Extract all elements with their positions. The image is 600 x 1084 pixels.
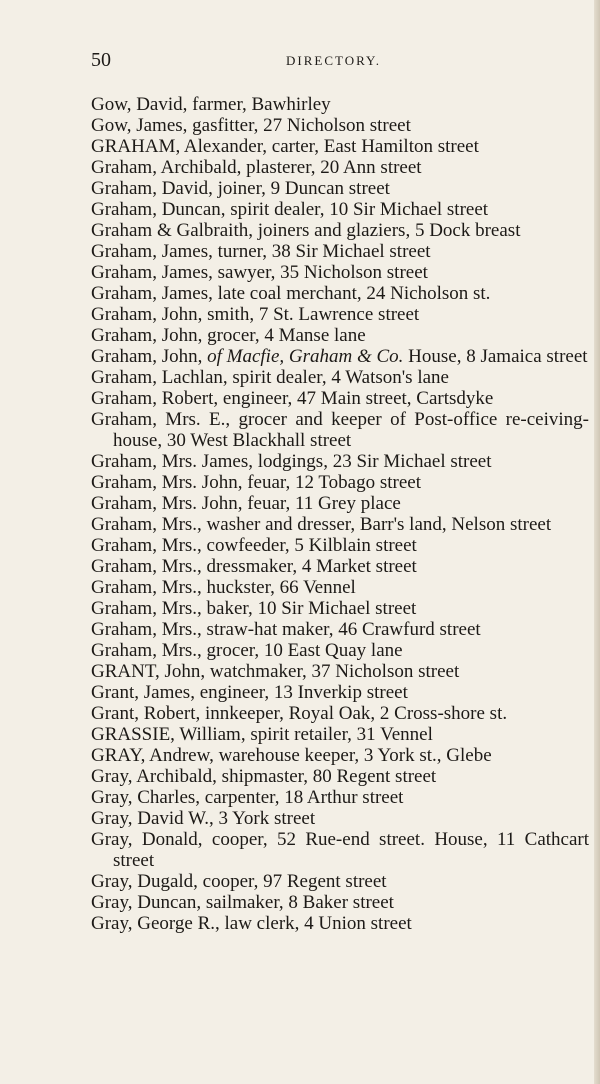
directory-entry: Graham, Mrs., straw-hat maker, 46 Crawfurd street <box>91 619 481 640</box>
directory-entry: Graham, Archibald, plasterer, 20 Ann street <box>91 157 422 178</box>
directory-entries <box>91 94 589 934</box>
directory-entry <box>91 346 589 367</box>
directory-entry: Graham, Mrs., washer and dresser, Barr's land, Nelson street <box>91 514 552 535</box>
directory-entry: Graham, John, grocer, 4 Manse lane <box>91 325 366 346</box>
directory-entry: Graham, Lachlan, spirit dealer, 4 Watson's lane <box>91 367 449 388</box>
directory-entry: GRASSIE, William, spirit retailer, 31 Vennel <box>91 724 433 745</box>
directory-entry: Gow, James, gasfitter, 27 Nicholson street <box>91 115 411 136</box>
directory-entry: GRAHAM, Alexander, carter, East Hamilton street <box>91 136 479 157</box>
directory-entry: Graham, Mrs., baker, 10 Sir Michael street <box>91 598 417 619</box>
directory-entry: Graham, Duncan, spirit dealer, 10 Sir Michael street <box>91 199 489 220</box>
directory-entry: Graham, James, late coal merchant, 24 Nicholson st. <box>91 283 491 304</box>
directory-entry: Gray, Donald, cooper, 52 Rue-end street. House, 11 Cathcart street <box>91 829 589 871</box>
directory-entry: Graham, Mrs. James, lodgings, 23 Sir Michael street <box>91 451 492 472</box>
directory-entry: Gow, David, farmer, Bawhirley <box>91 94 331 115</box>
directory-entry: Graham, Mrs., dressmaker, 4 Market street <box>91 556 417 577</box>
directory-entry: Gray, Archibald, shipmaster, 80 Regent street <box>91 766 437 787</box>
directory-entry: Graham, Mrs. John, feuar, 12 Tobago street <box>91 472 421 493</box>
directory-entry: GRAY, Andrew, warehouse keeper, 3 York st., Glebe <box>91 745 492 766</box>
directory-entry: Grant, Robert, innkeeper, Royal Oak, 2 Cross-shore st. <box>91 703 508 724</box>
directory-entry: Gray, David W., 3 York street <box>91 808 316 829</box>
entry-text: House, 8 Jamaica street <box>403 346 588 367</box>
running-head: DIRECTORY. <box>286 53 382 68</box>
directory-entry: Graham, Mrs., grocer, 10 East Quay lane <box>91 640 403 661</box>
directory-entry: Graham, Mrs. E., grocer and keeper of Post-office re-ceiving-house, 30 West Blackhall street <box>91 409 589 451</box>
directory-entry: Graham, Mrs., cowfeeder, 5 Kilblain street <box>91 535 417 556</box>
entry-firm-italic: of Macfie, Graham & Co. <box>207 346 404 367</box>
directory-entry: Gray, Duncan, sailmaker, 8 Baker street <box>91 892 394 913</box>
directory-entry: Graham, James, turner, 38 Sir Michael street <box>91 241 431 262</box>
directory-entry: Gray, Dugald, cooper, 97 Regent street <box>91 871 387 892</box>
directory-entry: Gray, Charles, carpenter, 18 Arthur street <box>91 787 404 808</box>
entry-text: Graham, John, <box>91 346 208 367</box>
directory-entry: GRANT, John, watchmaker, 37 Nicholson street <box>91 661 460 682</box>
directory-entry: Gray, George R., law clerk, 4 Union street <box>91 913 412 934</box>
directory-entry: Graham, John, smith, 7 St. Lawrence street <box>91 304 420 325</box>
page-header <box>91 48 591 72</box>
page-spine-edge <box>594 0 600 1084</box>
directory-entry: Graham, Mrs. John, feuar, 11 Grey place <box>91 493 401 514</box>
directory-entry: Graham, David, joiner, 9 Duncan street <box>91 178 390 199</box>
directory-entry: Graham, Robert, engineer, 47 Main street, Cartsdyke <box>91 388 494 409</box>
directory-entry: Graham, James, sawyer, 35 Nicholson street <box>91 262 428 283</box>
directory-entry: Graham & Galbraith, joiners and glaziers, 5 Dock breast <box>91 220 521 241</box>
page-number: 50 <box>91 49 111 71</box>
directory-entry: Grant, James, engineer, 13 Inverkip street <box>91 682 408 703</box>
directory-entry: Graham, Mrs., huckster, 66 Vennel <box>91 577 356 598</box>
